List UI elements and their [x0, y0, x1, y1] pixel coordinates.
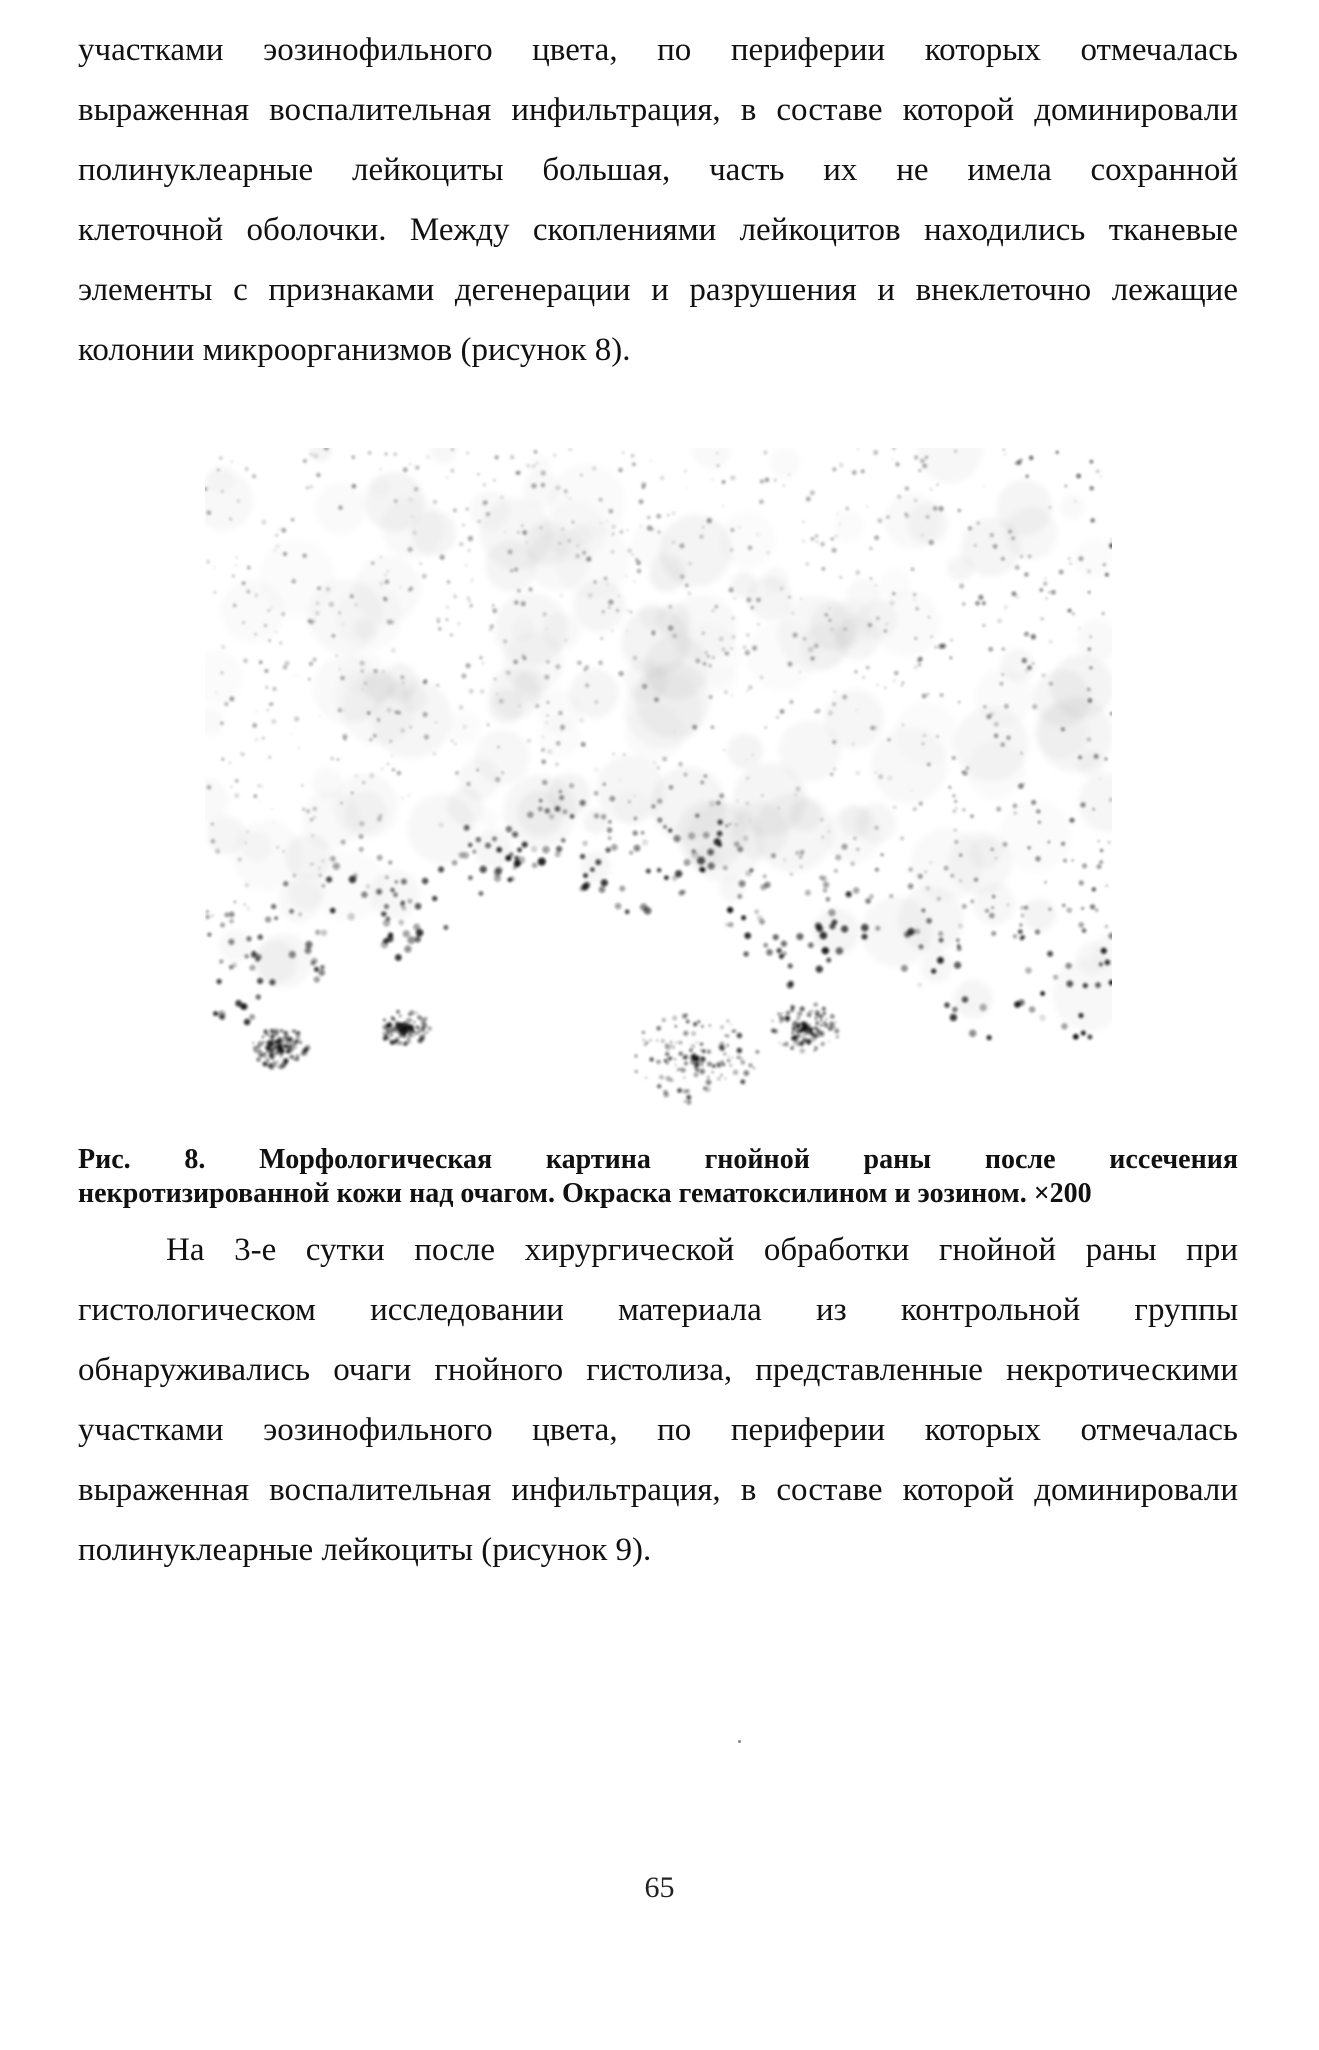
caption-line: Рис. 8. Морфологическая картина гнойной раны после иссечения [78, 1144, 1238, 1175]
paragraph-line: участками эозинофильного цвета, по периферии которых отмечалась [78, 32, 1238, 68]
paragraph-line: гистологическом исследовании материала из контрольной группы [78, 1292, 1238, 1328]
paragraph-line: полинуклеарные лейкоциты большая, часть их не имела сохранной [78, 152, 1238, 188]
paragraph-line: обнаруживались очаги гнойного гистолиза, представленные некротическими [78, 1352, 1238, 1388]
paragraph-line: участками эозинофильного цвета, по периферии которых отмечалась [78, 1412, 1238, 1448]
micrograph-image [205, 448, 1112, 1128]
paragraph-line: полинуклеарные лейкоциты (рисунок 9). [78, 1532, 652, 1568]
page-number: 65 [644, 1871, 675, 1904]
paragraph-line: элементы с признаками дегенерации и разрушения и внеклеточно лежащие [78, 272, 1238, 308]
paragraph-line: колонии микроорганизмов (рисунок 8). [78, 332, 631, 368]
paragraph-line: клеточной оболочки. Между скоплениями лейкоцитов находились тканевые [78, 212, 1238, 248]
figure-8-micrograph [205, 448, 1112, 1128]
paragraph-1 [78, 20, 1238, 380]
paragraph-line: На 3-е сутки после хирургической обработки гнойной раны при [166, 1232, 1238, 1268]
scan-speck [738, 1740, 741, 1743]
paragraph-line: выраженная воспалительная инфильтрация, в составе которой доминировали [78, 1472, 1238, 1508]
paragraph-2 [78, 1220, 1238, 1580]
figure-caption [78, 1143, 1238, 1211]
paragraph-line: выраженная воспалительная инфильтрация, в составе которой доминировали [78, 92, 1238, 128]
caption-line: некротизированной кожи над очагом. Окраска гематоксилином и эозином. ×200 [78, 1178, 1092, 1209]
